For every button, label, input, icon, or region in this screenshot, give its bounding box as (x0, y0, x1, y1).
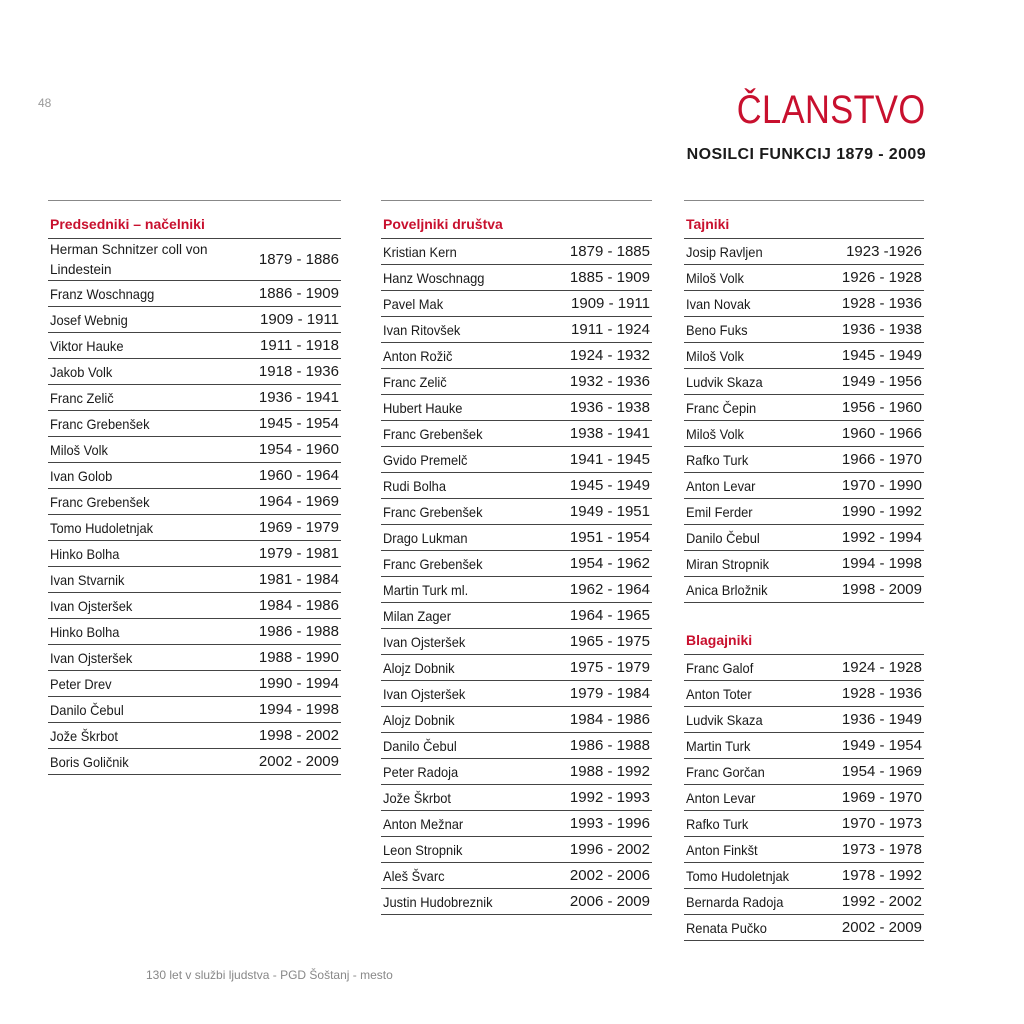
table-row (684, 499, 924, 525)
table-row (48, 619, 341, 645)
table-row (381, 629, 652, 655)
member-name: Anton Finkšt (686, 841, 758, 858)
member-name: Peter Radoja (383, 763, 459, 780)
column-predsedniki (48, 200, 341, 775)
table-row (381, 343, 652, 369)
member-name: Danilo Čebul (686, 529, 760, 546)
table-row (48, 333, 341, 359)
member-name: Justin Hudobreznik (383, 893, 493, 910)
term-years: 1936 - 1941 (258, 389, 339, 406)
term-years: 1945 - 1949 (569, 477, 650, 494)
term-years: 1993 - 1996 (569, 815, 650, 832)
table-row (684, 265, 924, 291)
page-footer: 130 let v službi ljudstva - PGD Šoštanj - mesto (146, 968, 393, 982)
table-row (684, 837, 924, 863)
term-years: 1986 - 1988 (258, 623, 339, 640)
member-name: Miloš Volk (686, 347, 744, 364)
member-name: Herman Schnitzer coll von Lindestein (50, 241, 208, 277)
member-name: Viktor Hauke (50, 337, 124, 354)
member-name: Anton Toter (686, 685, 752, 702)
table-row (684, 863, 924, 889)
term-years: 1998 - 2009 (841, 581, 922, 598)
term-years: 1960 - 1966 (841, 425, 922, 442)
term-years: 1949 - 1956 (841, 373, 922, 390)
table-row (684, 525, 924, 551)
member-name: Anton Mežnar (383, 815, 464, 832)
member-name: Jože Škrbot (50, 727, 119, 744)
term-years: 1945 - 1949 (841, 347, 922, 364)
term-years: 1909 - 1911 (260, 311, 339, 328)
term-years: 1909 - 1911 (571, 295, 650, 312)
term-years: 1879 - 1885 (569, 243, 650, 260)
term-years: 1979 - 1981 (258, 545, 339, 562)
member-name: Hinko Bolha (50, 545, 120, 562)
member-name: Josef Webnig (50, 311, 128, 328)
table-row (684, 343, 924, 369)
table-row (48, 723, 341, 749)
term-years: 1964 - 1965 (569, 607, 650, 624)
table-row (684, 811, 924, 837)
term-years: 2006 - 2009 (569, 893, 650, 910)
term-years: 1886 - 1909 (258, 285, 339, 302)
member-name: Anton Rožič (383, 347, 453, 364)
member-name: Martin Turk ml. (383, 581, 469, 598)
table-row (684, 785, 924, 811)
term-years: 1926 - 1928 (841, 269, 922, 286)
term-years: 1986 - 1988 (569, 737, 650, 754)
term-years: 1969 - 1970 (841, 789, 922, 806)
member-name: Pavel Mak (383, 295, 444, 312)
table-row (48, 463, 341, 489)
term-years: 1956 - 1960 (841, 399, 922, 416)
table-row (684, 655, 924, 681)
member-name: Anton Levar (686, 789, 756, 806)
table-row (48, 307, 341, 333)
term-years: 1936 - 1949 (841, 711, 922, 728)
member-name: Rafko Turk (686, 451, 749, 468)
term-years: 1988 - 1992 (569, 763, 650, 780)
term-years: 1981 - 1984 (258, 571, 339, 588)
term-years: 1990 - 1994 (258, 675, 339, 692)
table-row (381, 785, 652, 811)
table-row (381, 681, 652, 707)
member-name: Danilo Čebul (383, 737, 457, 754)
table-row (684, 421, 924, 447)
table-row (684, 291, 924, 317)
table-row (684, 473, 924, 499)
term-years: 1951 - 1954 (569, 529, 650, 546)
term-years: 1969 - 1979 (258, 519, 339, 536)
member-name: Emil Ferder (686, 503, 753, 520)
table-row (48, 359, 341, 385)
term-years: 1879 - 1886 (258, 251, 339, 268)
page-subtitle: NOSILCI FUNKCIJ 1879 - 2009 (686, 146, 926, 163)
table-row (684, 395, 924, 421)
member-name: Franc Gorčan (686, 763, 765, 780)
table-row (684, 551, 924, 577)
section-heading-poveljniki: Poveljniki društva (381, 201, 652, 239)
member-name: Kristian Kern (383, 243, 457, 260)
term-years: 1911 - 1918 (260, 337, 339, 354)
table-row (381, 525, 652, 551)
table-row (684, 681, 924, 707)
term-years: 1964 - 1969 (258, 493, 339, 510)
member-name: Josip Ravljen (686, 243, 763, 260)
table-row (48, 541, 341, 567)
member-name: Beno Fuks (686, 321, 748, 338)
table-row (381, 473, 652, 499)
term-years: 2002 - 2006 (569, 867, 650, 884)
table-row (684, 577, 924, 603)
table-row (48, 489, 341, 515)
table-row (381, 291, 652, 317)
member-name: Franc Grebenšek (50, 415, 150, 432)
term-years: 1973 - 1978 (841, 841, 922, 858)
member-name: Hinko Bolha (50, 623, 120, 640)
term-years: 1966 - 1970 (841, 451, 922, 468)
table-row (381, 837, 652, 863)
member-name: Ivan Ojsteršek (50, 649, 133, 666)
term-years: 1945 - 1954 (258, 415, 339, 432)
section-heading-blagajniki: Blagajniki (684, 617, 924, 655)
term-years: 1949 - 1954 (841, 737, 922, 754)
member-name: Franc Grebenšek (383, 425, 483, 442)
table-row (381, 239, 652, 265)
term-years: 1992 - 2002 (841, 893, 922, 910)
table-row (381, 551, 652, 577)
member-name: Ludvik Skaza (686, 711, 763, 728)
member-name: Franc Zelič (383, 373, 447, 390)
table-row (381, 759, 652, 785)
term-years: 2002 - 2009 (841, 919, 922, 936)
table-row (381, 707, 652, 733)
term-years: 1885 - 1909 (569, 269, 650, 286)
member-name: Ivan Ojsteršek (383, 633, 466, 650)
member-name: Rudi Bolha (383, 477, 447, 494)
table-row (684, 707, 924, 733)
table-row (48, 593, 341, 619)
table-row (48, 697, 341, 723)
table-row (381, 655, 652, 681)
table-row (48, 239, 341, 281)
table-row (381, 369, 652, 395)
member-name: Jože Škrbot (383, 789, 452, 806)
member-name: Drago Lukman (383, 529, 468, 546)
table-row (684, 759, 924, 785)
term-years: 1918 - 1936 (258, 363, 339, 380)
term-years: 1998 - 2002 (258, 727, 339, 744)
member-name: Franc Grebenšek (383, 555, 483, 572)
member-name: Rafko Turk (686, 815, 749, 832)
member-name: Jakob Volk (50, 363, 113, 380)
table-row (381, 499, 652, 525)
table-row (381, 811, 652, 837)
member-name: Miloš Volk (50, 441, 108, 458)
table-row (381, 603, 652, 629)
table-row (381, 421, 652, 447)
term-years: 1978 - 1992 (841, 867, 922, 884)
member-name: Alojz Dobnik (383, 659, 455, 676)
member-name: Miran Stropnik (686, 555, 770, 572)
table-row (48, 749, 341, 775)
member-name: Ivan Ojsteršek (383, 685, 466, 702)
term-years: 1941 - 1945 (569, 451, 650, 468)
column-tajniki (684, 200, 924, 941)
member-name: Franc Zelič (50, 389, 114, 406)
member-name: Aleš Švarc (383, 867, 445, 884)
table-row (48, 385, 341, 411)
term-years: 1936 - 1938 (569, 399, 650, 416)
term-years: 1911 - 1924 (571, 321, 650, 338)
term-years: 1928 - 1936 (841, 295, 922, 312)
term-years: 1954 - 1962 (569, 555, 650, 572)
term-years: 1923 -1926 (846, 243, 922, 260)
term-years: 1960 - 1964 (258, 467, 339, 484)
term-years: 1992 - 1994 (841, 529, 922, 546)
term-years: 1924 - 1932 (569, 347, 650, 364)
table-row (48, 567, 341, 593)
member-name: Alojz Dobnik (383, 711, 455, 728)
section-heading-tajniki: Tajniki (684, 201, 924, 239)
column-poveljniki (381, 200, 652, 915)
term-years: 1988 - 1990 (258, 649, 339, 666)
term-years: 1975 - 1979 (569, 659, 650, 676)
member-name: Peter Drev (50, 675, 112, 692)
member-name: Franc Grebenšek (50, 493, 150, 510)
member-name: Gvido Premelč (383, 451, 468, 468)
table-row (381, 447, 652, 473)
term-years: 1990 - 1992 (841, 503, 922, 520)
table-row (381, 863, 652, 889)
member-name: Miloš Volk (686, 269, 744, 286)
page-title: ČLANSTVO (737, 88, 926, 132)
member-name: Ivan Ritovšek (383, 321, 461, 338)
member-name: Anton Levar (686, 477, 756, 494)
member-name: Tomo Hudoletnjak (50, 519, 154, 536)
table-row (381, 577, 652, 603)
member-name: Ludvik Skaza (686, 373, 763, 390)
member-name: Tomo Hudoletnjak (686, 867, 790, 884)
term-years: 1954 - 1969 (841, 763, 922, 780)
table-row (48, 411, 341, 437)
term-years: 1938 - 1941 (569, 425, 650, 442)
member-name: Franc Grebenšek (383, 503, 483, 520)
member-name: Anica Brložnik (686, 581, 768, 598)
member-name: Danilo Čebul (50, 701, 124, 718)
member-name: Hanz Woschnagg (383, 269, 485, 286)
term-years: 1962 - 1964 (569, 581, 650, 598)
table-row (684, 239, 924, 265)
term-years: 1984 - 1986 (258, 597, 339, 614)
table-row (48, 281, 341, 307)
table-row (684, 915, 924, 941)
member-name: Renata Pučko (686, 919, 767, 936)
member-name: Milan Zager (383, 607, 452, 624)
table-row (48, 645, 341, 671)
term-years: 1949 - 1951 (569, 503, 650, 520)
page-number: 48 (38, 96, 52, 110)
member-name: Leon Stropnik (383, 841, 463, 858)
member-name: Hubert Hauke (383, 399, 463, 416)
table-row (684, 317, 924, 343)
table-row (381, 395, 652, 421)
member-name: Franc Galof (686, 659, 754, 676)
member-name: Franc Čepin (686, 399, 757, 416)
table-row (684, 733, 924, 759)
term-years: 1992 - 1993 (569, 789, 650, 806)
term-years: 1984 - 1986 (569, 711, 650, 728)
section-heading-predsedniki: Predsedniki – načelniki (48, 201, 341, 239)
member-name: Ivan Stvarnik (50, 571, 125, 588)
member-name: Ivan Golob (50, 467, 113, 484)
member-name: Ivan Ojsteršek (50, 597, 133, 614)
table-row (684, 369, 924, 395)
term-years: 1932 - 1936 (569, 373, 650, 390)
term-years: 1970 - 1990 (841, 477, 922, 494)
term-years: 1965 - 1975 (569, 633, 650, 650)
member-name: Boris Goličnik (50, 753, 129, 770)
term-years: 1994 - 1998 (258, 701, 339, 718)
term-years: 2002 - 2009 (258, 753, 339, 770)
table-row (684, 889, 924, 915)
term-years: 1936 - 1938 (841, 321, 922, 338)
term-years: 1928 - 1936 (841, 685, 922, 702)
table-row (684, 447, 924, 473)
term-years: 1970 - 1973 (841, 815, 922, 832)
member-name: Miloš Volk (686, 425, 744, 442)
term-years: 1994 - 1998 (841, 555, 922, 572)
term-years: 1924 - 1928 (841, 659, 922, 676)
term-years: 1954 - 1960 (258, 441, 339, 458)
table-row (381, 733, 652, 759)
term-years: 1979 - 1984 (569, 685, 650, 702)
term-years: 1996 - 2002 (569, 841, 650, 858)
member-name: Martin Turk (686, 737, 751, 754)
table-row (48, 515, 341, 541)
table-row (48, 671, 341, 697)
table-row (381, 317, 652, 343)
table-row (381, 265, 652, 291)
table-row (48, 437, 341, 463)
member-name: Bernarda Radoja (686, 893, 784, 910)
table-row (381, 889, 652, 915)
member-name: Ivan Novak (686, 295, 751, 312)
member-name: Franz Woschnagg (50, 285, 155, 302)
